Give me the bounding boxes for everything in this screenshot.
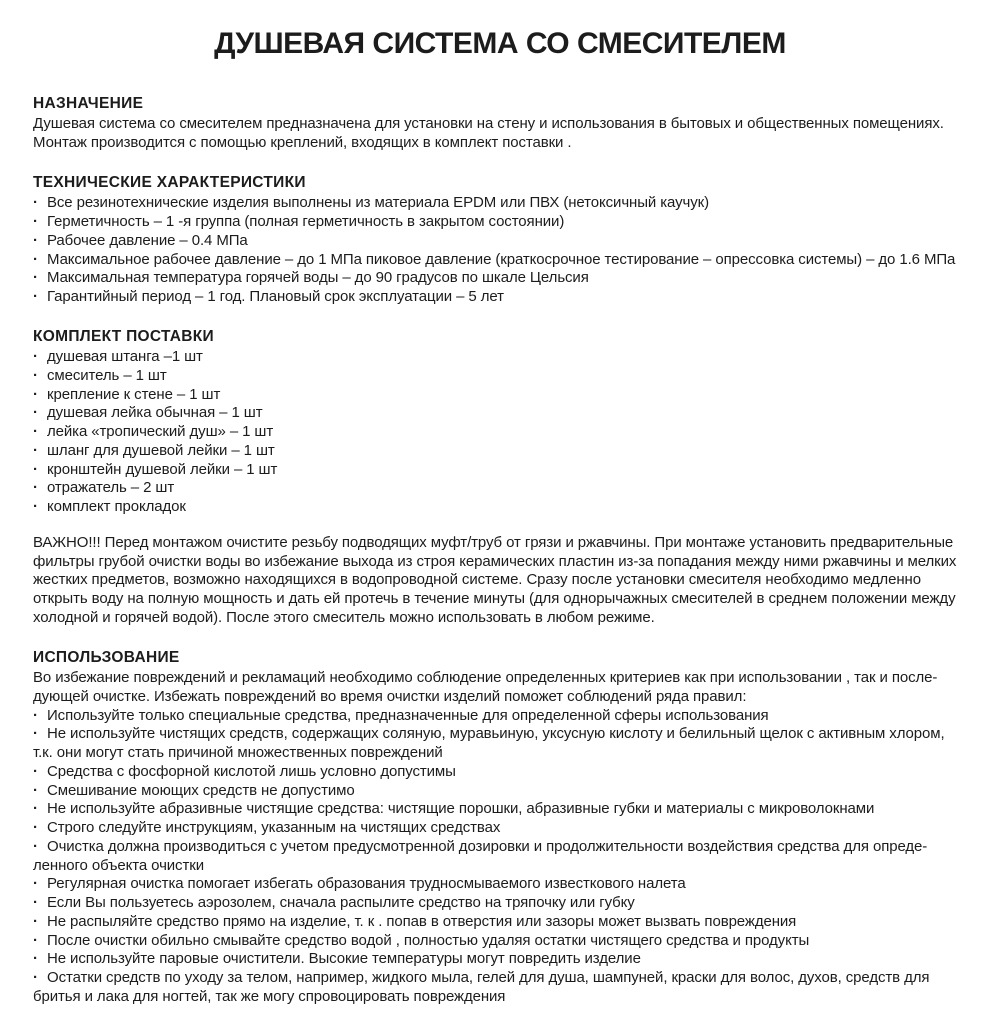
list-item: · Строго следуйте инструкциям, указанным на чистящих средствах	[33, 819, 967, 838]
list-item: · После очистки обильно смывайте средство водой , полностью удаляя остатки чистящего средства и продукты	[33, 932, 967, 951]
list-item: · Все резинотехнические изделия выполнены из материала EPDM или ПВХ (нетоксичный каучук)	[33, 194, 967, 213]
section-usage	[33, 648, 967, 1007]
section-important	[33, 534, 967, 628]
list-item: · Не используйте абразивные чистящие средства: чистящие порошки, абразивные губки и материалы с микроволокнами	[33, 800, 967, 819]
list-item: · Гарантийный период – 1 год. Плановый срок эксплуатации – 5 лет	[33, 288, 967, 307]
page-title: ДУШЕВАЯ СИСТЕМА СО СМЕСИТЕЛЕМ	[214, 27, 786, 60]
usage-list	[33, 707, 967, 1007]
specs-list	[33, 194, 967, 307]
list-item: · Очистка должна производиться с учетом предусмотренной дозировки и продолжительности воздействия средства для опреде-ленного объекта очистки	[33, 838, 967, 876]
list-item: · Рабочее давление – 0.4 МПа	[33, 232, 967, 251]
package-heading: КОМПЛЕКТ ПОСТАВКИ	[33, 327, 214, 345]
usage-intro: Во избежание повреждений и рекламаций необходимо соблюдение определенных критериев как при использовании , так и после-дующей очистке. Избежать повреждений во время очистки изделий поможет соблюдений ряда правил:	[33, 669, 938, 705]
list-item: · Средства с фосфорной кислотой лишь условно допустимы	[33, 763, 967, 782]
section-package	[33, 327, 967, 517]
section-purpose	[33, 94, 967, 153]
purpose-text: Душевая система со смесителем предназначена для установки на стену и использования в бытовых и общественных помещениях. Монтаж производится с помощью креплений, входящих в комплект поставки .	[33, 115, 944, 152]
list-item: · Не используйте паровые очистители. Высокие температуры могут повредить изделие	[33, 950, 967, 969]
package-list	[33, 348, 967, 517]
list-item: · Не используйте чистящих средств, содержащих соляную, муравьиную, уксусную кислоту и белильный щелок с активным хлором, т.к. они могут стать причиной множественных повреждений	[33, 725, 967, 763]
list-item: · Остатки средств по уходу за телом, например, жидкого мыла, гелей для душа, шампуней, краски для волос, духов, средств для бритья и лака для ногтей, так же могу спровоцировать повреждения	[33, 969, 967, 1007]
list-item: · отражатель – 2 шт	[33, 479, 967, 498]
list-item: · Используйте только специальные средства, предназначенные для определенной сферы использования	[33, 707, 967, 726]
list-item: · Смешивание моющих средств не допустимо	[33, 782, 967, 801]
document-page	[33, 26, 967, 1007]
specs-heading: ТЕХНИЧЕСКИЕ ХАРАКТЕРИСТИКИ	[33, 173, 306, 191]
list-item: · смеситель – 1 шт	[33, 367, 967, 386]
list-item: · кронштейн душевой лейки – 1 шт	[33, 461, 967, 480]
list-item: · Регулярная очистка помогает избегать образования трудносмываемого известкового налета	[33, 875, 967, 894]
section-specs	[33, 173, 967, 307]
usage-heading: ИСПОЛЬЗОВАНИЕ	[33, 648, 180, 666]
list-item: · душевая штанга –1 шт	[33, 348, 967, 367]
list-item: · душевая лейка обычная – 1 шт	[33, 404, 967, 423]
list-item: · Если Вы пользуетесь аэрозолем, сначала распылите средство на тряпочку или губку	[33, 894, 967, 913]
list-item: · комплект прокладок	[33, 498, 967, 517]
list-item: · Максимальное рабочее давление – до 1 МПа пиковое давление (краткосрочное тестирование – опрессовка системы) – до 1.6 МПа	[33, 251, 967, 270]
list-item: · лейка «тропический душ» – 1 шт	[33, 423, 967, 442]
purpose-heading: НАЗНАЧЕНИЕ	[33, 95, 144, 112]
list-item: · Не распыляйте средство прямо на изделие, т. к . попав в отверстия или зазоры может вызвать повреждения	[33, 913, 967, 932]
list-item: · крепление к стене – 1 шт	[33, 386, 967, 405]
list-item: · Максимальная температура горячей воды – до 90 градусов по шкале Цельсия	[33, 269, 967, 288]
list-item: · шланг для душевой лейки – 1 шт	[33, 442, 967, 461]
important-note: ВАЖНО!!! Перед монтажом очистите резьбу подводящих муфт/труб от грязи и ржавчины. При монтаже установить предварительные фильтры грубой очистки воды во избежание выхода из строя керамических пластин из-за попадания между ними ржавчины и мелких жестких предметов, возможно находящихся в водопроводной системе. Сразу после установки смесителя необходимо медленно открыть воду на полную мощность и дать ей протечь в течение минуты (для однорычажных смесителей в среднем положении между холодной и горячей водой). После этого смеситель можно использовать в любом режиме.	[33, 533, 957, 626]
list-item: · Герметичность – 1 -я группа (полная герметичность в закрытом состоянии)	[33, 213, 967, 232]
